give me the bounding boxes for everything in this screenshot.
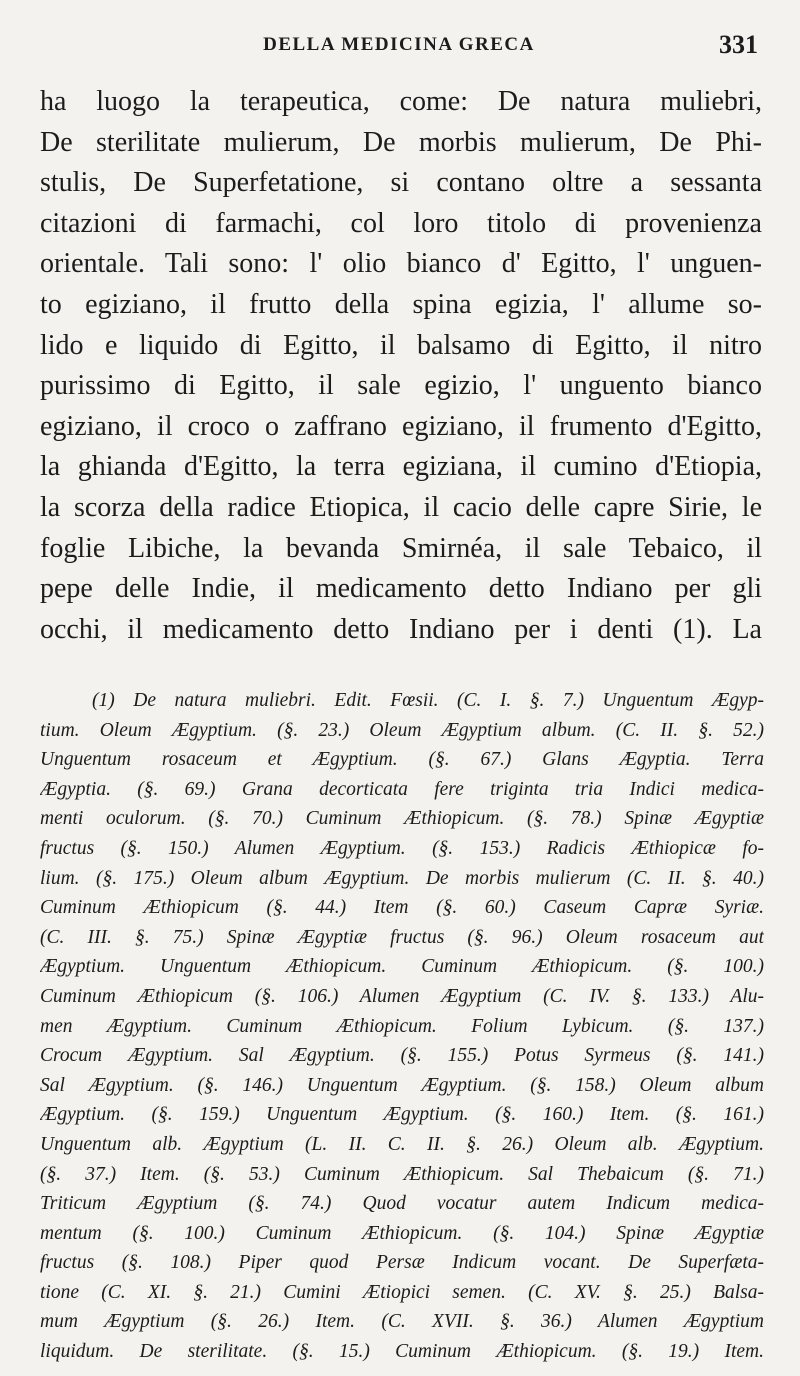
footnote-line: liquidum. De sterilitate. (§. 15.) Cuminum Æthiopicum. (§. 19.) Item. (40, 1341, 764, 1363)
footnote-line: men Ægyptium. Cuminum Æthiopicum. Folium Lybicum. (§. 137.) (40, 1015, 764, 1037)
page-number: 331 (719, 30, 758, 59)
footnote-line: (C. III. §. 75.) Spinæ Ægyptiæ fructus (§. 96.) Oleum rosaceum aut (40, 926, 764, 948)
footnote-line: lium. (§. 175.) Oleum album Ægyptium. De morbis mulierum (C. II. §. 40.) (40, 867, 764, 889)
footnote-line: tione (C. XI. §. 21.) Cumini Ætiopici semen. (C. XV. §. 25.) Balsa- (40, 1281, 764, 1303)
footnote-line: fructus (§. 108.) Piper quod Persæ Indicum vocant. De Superfæta- (40, 1252, 764, 1274)
body-line: to egiziano, il frutto della spina egizia, l' allume so- (40, 288, 762, 320)
footnotes (40, 686, 764, 1367)
body-line: citazioni di farmachi, col loro titolo di provenienza (40, 207, 762, 239)
footnote-line: Ægyptium. (§. 159.) Unguentum Ægyptium. (§. 160.) Item. (§. 161.) (40, 1104, 764, 1126)
footnote-line: fructus (§. 150.) Alumen Ægyptium. (§. 153.) Radicis Æthiopicæ fo- (40, 837, 764, 859)
footnote-line: Sal Ægyptium. (§. 146.) Unguentum Ægyptium. (§. 158.) Oleum album (40, 1074, 764, 1096)
footnote-line: Unguentum rosaceum et Ægyptium. (§. 67.) Glans Ægyptia. Terra (40, 749, 764, 771)
body-line: De sterilitate mulierum, De morbis mulierum, De Phi- (40, 126, 762, 158)
running-title: DELLA MEDICINA GRECA (263, 34, 535, 55)
footnote-line: Triticum Ægyptium (§. 74.) Quod vocatur autem Indicum medica- (40, 1193, 764, 1215)
page-header (40, 26, 758, 66)
body-line: lido e liquido di Egitto, il balsamo di Egitto, il nitro (40, 329, 762, 361)
body-line: pepe delle Indie, il medicamento detto Indiano per gli (40, 573, 762, 605)
body-line: la ghianda d'Egitto, la terra egiziana, il cumino d'Etiopia, (40, 451, 762, 483)
body-line: stulis, De Superfetatione, si contano oltre a sessanta (40, 167, 762, 199)
footnote-line: Ægyptia. (§. 69.) Grana decorticata fere triginta tria Indici medica- (40, 778, 764, 800)
footnote-line: Crocum Ægyptium. Sal Ægyptium. (§. 155.) Potus Syrmeus (§. 141.) (40, 1045, 764, 1067)
footnote-line: mum Ægyptium (§. 26.) Item. (C. XVII. §. 36.) Alumen Ægyptium (40, 1311, 764, 1333)
body-line: la scorza della radice Etiopica, il cacio delle capre Sirie, le (40, 491, 762, 523)
body-line: egiziano, il croco o zaffrano egiziano, il frumento d'Egitto, (40, 410, 762, 442)
footnote-line: Ægyptium. Unguentum Æthiopicum. Cuminum Æthiopicum. (§. 100.) (40, 956, 764, 978)
body-line: foglie Libiche, la bevanda Smirnéa, il sale Tebaico, il (40, 532, 762, 564)
body-line: occhi, il medicamento detto Indiano per i denti (1). La (40, 613, 762, 645)
footnote-line: (1) De natura muliebri. Edit. Fœsii. (C. I. §. 7.) Unguentum Ægyp- (92, 690, 764, 711)
footnote-separator (40, 648, 762, 649)
footnote-line: menti oculorum. (§. 70.) Cuminum Æthiopicum. (§. 78.) Spinæ Ægyptiæ (40, 808, 764, 830)
footnote-line: Unguentum alb. Ægyptium (L. II. C. II. §. 26.) Oleum alb. Ægyptium. (40, 1133, 764, 1155)
footnote-line: Cuminum Æthiopicum (§. 106.) Alumen Ægyptium (C. IV. §. 133.) Alu- (40, 985, 764, 1007)
body-line: ha luogo la terapeutica, come: De natura muliebri, (40, 86, 762, 117)
body-line: orientale. Tali sono: l' olio bianco d' Egitto, l' unguen- (40, 248, 762, 280)
footnote-line: Cuminum Æthiopicum (§. 44.) Item (§. 60.) Caseum Capræ Syriæ. (40, 897, 764, 919)
footnote-line: mentum (§. 100.) Cuminum Æthiopicum. (§. 104.) Spinæ Ægyptiæ (40, 1222, 764, 1244)
footnote-line: (§. 37.) Item. (§. 53.) Cuminum Æthiopicum. Sal Thebaicum (§. 71.) (40, 1163, 764, 1185)
body-text (40, 82, 762, 650)
footnote-line: tium. Oleum Ægyptium. (§. 23.) Oleum Ægyptium album. (C. II. §. 52.) (40, 719, 764, 741)
body-line: purissimo di Egitto, il sale egizio, l' unguento bianco (40, 370, 762, 402)
